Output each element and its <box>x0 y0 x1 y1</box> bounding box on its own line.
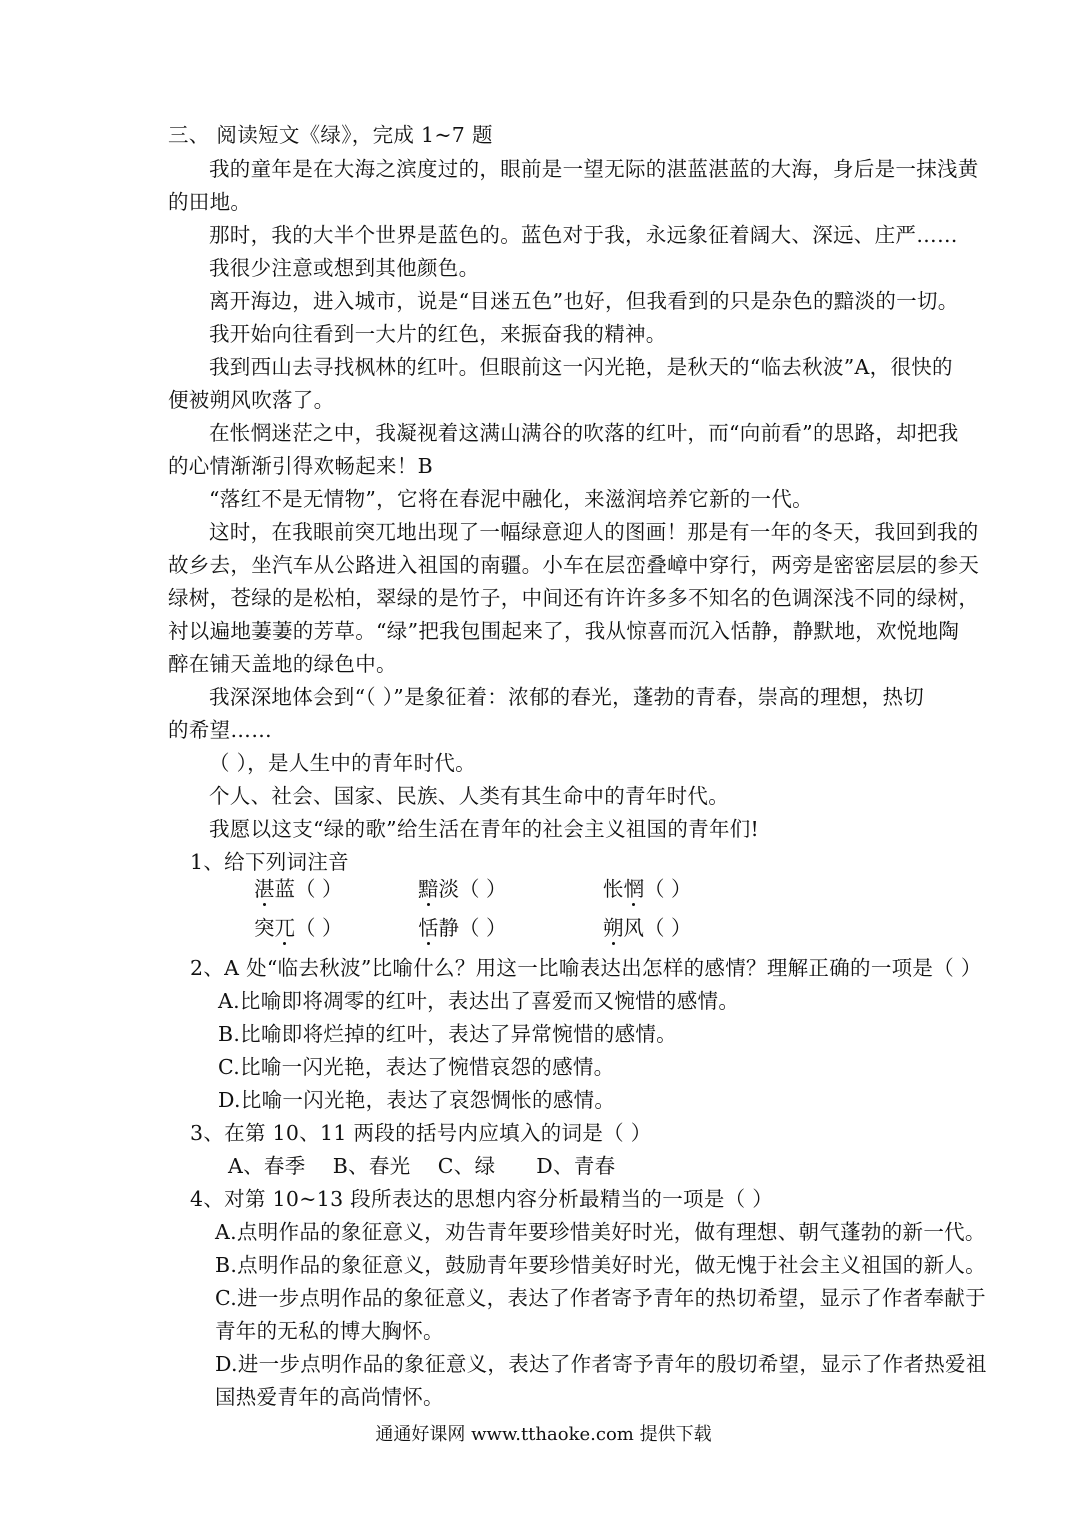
question-2-option-b: B.比喻即将烂掉的红叶，表达了异常惋惜的感情。 <box>218 1022 677 1046</box>
vocab-item: 恬静（ ） <box>418 916 507 940</box>
vocab-item: 朔风（ ） <box>603 916 692 940</box>
question-4-option-b: B.点明作品的象征意义，鼓励青年要珍惜美好时光，做无愧于社会主义祖国的新人。 <box>215 1253 986 1277</box>
passage-paragraph-7-cont: 的心情渐渐引得欢畅起来！B <box>168 454 433 478</box>
passage-paragraph-5: 我开始向往看到一大片的红色，来振奋我的精神。 <box>209 322 667 346</box>
passage-paragraph-9-cont-2: 绿树，苍绿的是松柏，翠绿的是竹子，中间还有许许多多不知名的色调深浅不同的绿树， <box>168 586 980 610</box>
answer-blank: （ ） <box>644 877 692 901</box>
question-2-option-d: D.比喻一闪光艳，表达了哀怨惆怅的感情。 <box>218 1088 616 1112</box>
question-3-options: A、春季 B、春光 C、绿 D、青春 <box>228 1154 616 1178</box>
passage-paragraph-6-cont: 便被朔风吹落了。 <box>168 388 335 412</box>
question-4-option-d: D.进一步点明作品的象征意义，表达了作者寄予青年的殷切希望，显示了作者热爱祖 <box>215 1352 987 1376</box>
question-2-stem: 2、A 处“临去秋波”比喻什么？用这一比喻表达出怎样的感情？理解正确的一项是（ ） <box>190 956 982 980</box>
vocab-item: 怅惘（ ） <box>603 877 692 901</box>
answer-blank: （ ） <box>295 916 343 940</box>
question-4-option-c-cont: 青年的无私的博大胸怀。 <box>215 1319 444 1343</box>
question-3-stem: 3、在第 10、11 两段的括号内应填入的词是（ ） <box>190 1121 652 1145</box>
passage-paragraph-11: （ ），是人生中的青年时代。 <box>209 751 476 775</box>
passage-paragraph-2: 那时，我的大半个世界是蓝色的。蓝色对于我，永远象征着阔大、深远、庄严…… <box>209 223 958 247</box>
question-2-option-c: C.比喻一闪光艳，表达了惋惜哀怨的感情。 <box>218 1055 615 1079</box>
question-4-option-c: C.进一步点明作品的象征意义，表达了作者寄予青年的热切希望，显示了作者奉献于 <box>215 1286 986 1310</box>
question-4-stem: 4、对第 10~13 段所表达的思想内容分析最精当的一项是（ ） <box>190 1187 774 1211</box>
passage-paragraph-3: 我很少注意或想到其他颜色。 <box>209 256 480 280</box>
passage-paragraph-1: 我的童年是在大海之滨度过的，眼前是一望无际的湛蓝湛蓝的大海，身后是一抹浅黄 <box>209 157 979 181</box>
passage-paragraph-4: 离开海边，进入城市，说是“目迷五色”也好，但我看到的只是杂色的黯淡的一切。 <box>209 289 959 313</box>
passage-paragraph-1-cont: 的田地。 <box>168 190 252 214</box>
passage-paragraph-10: 我深深地体会到“（ ）”是象征着：浓郁的春光，蓬勃的青春，崇高的理想，热切 <box>209 685 925 709</box>
question-1-stem: 1、给下列词注音 <box>190 850 349 874</box>
answer-blank: （ ） <box>295 877 343 901</box>
passage-paragraph-9-cont-3: 衬以遍地萋萋的芳草。“绿”把我包围起来了，我从惊喜而沉入恬静，静默地，欢悦地陶 <box>168 619 960 643</box>
answer-blank: （ ） <box>459 877 507 901</box>
passage-paragraph-12: 个人、社会、国家、民族、人类有其生命中的青年时代。 <box>209 784 729 808</box>
vocab-item: 黯淡（ ） <box>418 877 507 901</box>
question-4-option-d-cont: 国热爱青年的高尚情怀。 <box>215 1385 444 1409</box>
passage-paragraph-6: 我到西山去寻找枫林的红叶。但眼前这一闪光艳，是秋天的“临去秋波”A，很快的 <box>209 355 953 379</box>
vocab-item: 湛蓝（ ） <box>254 877 343 901</box>
answer-blank: （ ） <box>644 916 692 940</box>
answer-blank: （ ） <box>459 916 507 940</box>
question-4-option-a: A.点明作品的象征意义，劝告青年要珍惜美好时光，做有理想、朝气蓬勃的新一代。 <box>215 1220 986 1244</box>
question-2-option-a: A.比喻即将凋零的红叶，表达出了喜爱而又惋惜的感情。 <box>218 989 740 1013</box>
page-footer: 通通好课网 www.tthaoke.com 提供下载 <box>375 1424 712 1445</box>
section-title: 三、 阅读短文《绿》，完成 1~7 题 <box>168 123 493 147</box>
passage-paragraph-9-cont-4: 醉在铺天盖地的绿色中。 <box>168 652 397 676</box>
passage-paragraph-10-cont: 的希望…… <box>168 718 272 742</box>
passage-paragraph-8: “落红不是无情物”，它将在春泥中融化，来滋润培养它新的一代。 <box>209 487 813 511</box>
passage-paragraph-9: 这时，在我眼前突兀地出现了一幅绿意迎人的图画！那是有一年的冬天，我回到我的 <box>209 520 979 544</box>
passage-paragraph-13: 我愿以这支“绿的歌”给生活在青年的社会主义祖国的青年们! <box>209 817 760 841</box>
passage-paragraph-7: 在怅惘迷茫之中，我凝视着这满山满谷的吹落的红叶，而“向前看”的思路，却把我 <box>209 421 959 445</box>
vocab-item: 突兀（ ） <box>254 916 343 940</box>
passage-paragraph-9-cont-1: 故乡去，坐汽车从公路进入祖国的南疆。小车在层峦叠嶂中穿行，两旁是密密层层的参天 <box>168 553 980 577</box>
